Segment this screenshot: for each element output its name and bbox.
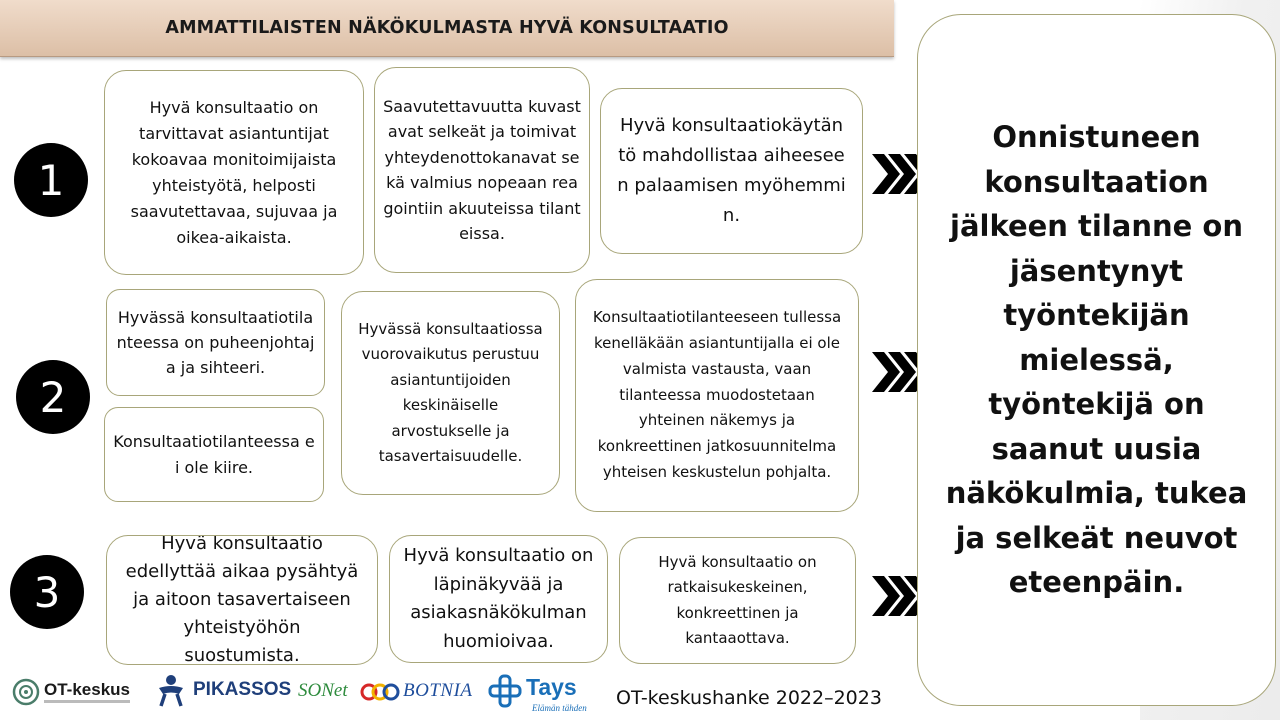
row-2-box-4: Konsultaatiotilanteeseen tullessa kenelläkään asiantuntijalla ei ole valmista vastausta, vaan tilanteessa muodostetaan yhteinen näkemys ja konkreettinen jatkosuunnitelma yhteisen keskustelun pohjalta. [575, 279, 859, 512]
row-3-box-1: Hyvä konsultaatio edellyttää aikaa pysähtyä ja aitoon tasavertaiseen yhteistyöhön suostumista. [106, 535, 378, 665]
tays-logo: Tays [526, 674, 577, 700]
row-2-box-1: Hyvässä konsultaatiotilanteessa on puheenjohtaja ja sihteeri. [106, 289, 325, 396]
page-title: AMMATTILAISTEN NÄKÖKULMASTA HYVÄ KONSULTAATIO [165, 18, 729, 38]
footer-text: OT-keskushanke 2022–2023 [616, 687, 882, 709]
row-2-box-2: Konsultaatiotilanteessa ei ole kiire. [104, 407, 324, 502]
logo-strip [0, 668, 600, 720]
row-1-box-3: Hyvä konsultaatiokäytäntö mahdollistaa aiheeseen palaamisen myöhemmin. [600, 88, 863, 254]
ot-keskus-logo: OT-keskus [44, 680, 130, 699]
tays-star-icon [488, 674, 522, 708]
pikassos-logo: PIKASSOS [193, 679, 292, 700]
row-3-number-badge: 3 [10, 555, 84, 629]
row-3-box-2: Hyvä konsultaatio on läpinäkyvää ja asiakasnäkökulman huomioivaa. [389, 535, 608, 663]
botnia-logo: BOTNIA [403, 680, 473, 701]
sonet-logo: SONet [298, 680, 348, 701]
row-2-box-3: Hyvässä konsultaatiossa vuorovaikutus perustuu asiantuntijoiden keskinäiselle arvostukselle ja tasavertaisuudelle. [341, 291, 560, 495]
row-2-number-badge: 2 [16, 360, 90, 434]
ot-keskus-emblem-icon [12, 678, 40, 706]
title-banner [0, 0, 894, 57]
tays-tagline: Elämän tähden [532, 703, 587, 713]
row-1-box-1: Hyvä konsultaatio on tarvittavat asiantuntijat kokoavaa monitoimijaista yhteistyötä, helposti saavutettavaa, sujuvaa ja oikea-aikaista. [104, 70, 364, 275]
row-1-number-badge: 1 [14, 143, 88, 217]
pikassos-figure-icon [155, 674, 187, 708]
conclusion-box [917, 14, 1276, 706]
ot-keskus-tagline-line [44, 700, 130, 703]
row-1-box-2: Saavutettavuutta kuvastavat selkeät ja toimivat yhteydenottokanavat sekä valmius nopeaan reagointiin akuuteissa tilanteissa. [374, 67, 590, 273]
conclusion-text: Onnistuneen konsultaation jälkeen tilanne on jäsentynyt työntekijän mielessä, työntekijä on saanut uusia näkökulmia, tukea ja selkeät neuvot eteenpäin. [945, 120, 1248, 600]
botnia-rings-icon [360, 682, 400, 702]
row-3-box-3: Hyvä konsultaatio on ratkaisukeskeinen, konkreettinen ja kantaaottava. [619, 537, 856, 664]
